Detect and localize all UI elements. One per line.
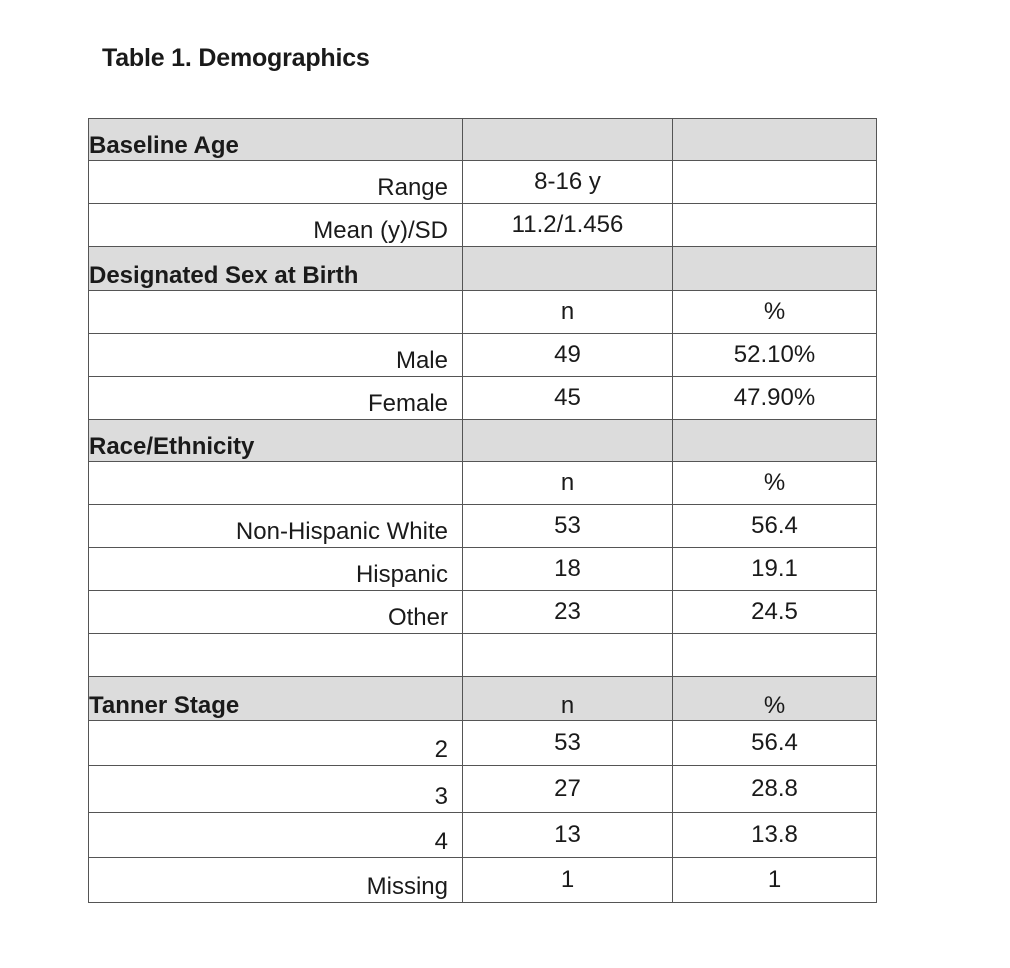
spacer-row — [89, 634, 877, 677]
row-label: Hispanic — [89, 548, 463, 591]
empty-cell — [89, 462, 463, 505]
pct-cell: 28.8 — [673, 766, 877, 813]
n-cell: 45 — [463, 377, 673, 420]
empty-cell — [463, 119, 673, 161]
table-row — [89, 548, 877, 591]
empty-cell — [463, 634, 673, 677]
pct-cell: 56.4 — [673, 505, 877, 548]
n-header: n — [463, 677, 673, 721]
empty-cell — [673, 119, 877, 161]
pct-header: % — [673, 291, 877, 334]
section-header-sex — [89, 247, 877, 291]
pct-cell: 1 — [673, 858, 877, 903]
table-row — [89, 858, 877, 903]
demographics-table — [88, 118, 877, 903]
pct-cell — [673, 204, 877, 247]
section-header-baseline-age — [89, 119, 877, 161]
row-label: Female — [89, 377, 463, 420]
n-cell: 27 — [463, 766, 673, 813]
section-label: Tanner Stage — [89, 677, 463, 721]
n-header: n — [463, 291, 673, 334]
n-cell: 53 — [463, 721, 673, 766]
row-label: Mean (y)/SD — [89, 204, 463, 247]
section-header-race — [89, 420, 877, 462]
empty-cell — [673, 247, 877, 291]
pct-cell: 56.4 — [673, 721, 877, 766]
column-header-row — [89, 462, 877, 505]
table-title: Table 1. Demographics — [102, 44, 370, 72]
empty-cell — [89, 634, 463, 677]
pct-cell — [673, 161, 877, 204]
pct-header: % — [673, 677, 877, 721]
value-cell: 11.2/1.456 — [463, 204, 673, 247]
n-cell: 1 — [463, 858, 673, 903]
table-row — [89, 161, 877, 204]
n-cell: 23 — [463, 591, 673, 634]
pct-cell: 24.5 — [673, 591, 877, 634]
empty-cell — [463, 420, 673, 462]
table-row — [89, 766, 877, 813]
n-cell: 13 — [463, 813, 673, 858]
row-label: Male — [89, 334, 463, 377]
pct-header: % — [673, 462, 877, 505]
row-label: Range — [89, 161, 463, 204]
empty-cell — [673, 420, 877, 462]
pct-cell: 13.8 — [673, 813, 877, 858]
table-row — [89, 334, 877, 377]
empty-cell — [463, 247, 673, 291]
table-row — [89, 721, 877, 766]
n-cell: 53 — [463, 505, 673, 548]
row-label: Non-Hispanic White — [89, 505, 463, 548]
row-label: 2 — [89, 721, 463, 766]
empty-cell — [89, 291, 463, 334]
row-label: 3 — [89, 766, 463, 813]
n-header: n — [463, 462, 673, 505]
row-label: 4 — [89, 813, 463, 858]
column-header-row — [89, 291, 877, 334]
table-row — [89, 813, 877, 858]
row-label: Missing — [89, 858, 463, 903]
pct-cell: 19.1 — [673, 548, 877, 591]
section-label: Baseline Age — [89, 119, 463, 161]
table-row — [89, 204, 877, 247]
table-row — [89, 505, 877, 548]
n-cell: 18 — [463, 548, 673, 591]
section-header-tanner — [89, 677, 877, 721]
section-label: Designated Sex at Birth — [89, 247, 463, 291]
value-cell: 8-16 y — [463, 161, 673, 204]
table-row — [89, 591, 877, 634]
pct-cell: 52.10% — [673, 334, 877, 377]
n-cell: 49 — [463, 334, 673, 377]
pct-cell: 47.90% — [673, 377, 877, 420]
table-row — [89, 377, 877, 420]
empty-cell — [673, 634, 877, 677]
section-label: Race/Ethnicity — [89, 420, 463, 462]
row-label: Other — [89, 591, 463, 634]
